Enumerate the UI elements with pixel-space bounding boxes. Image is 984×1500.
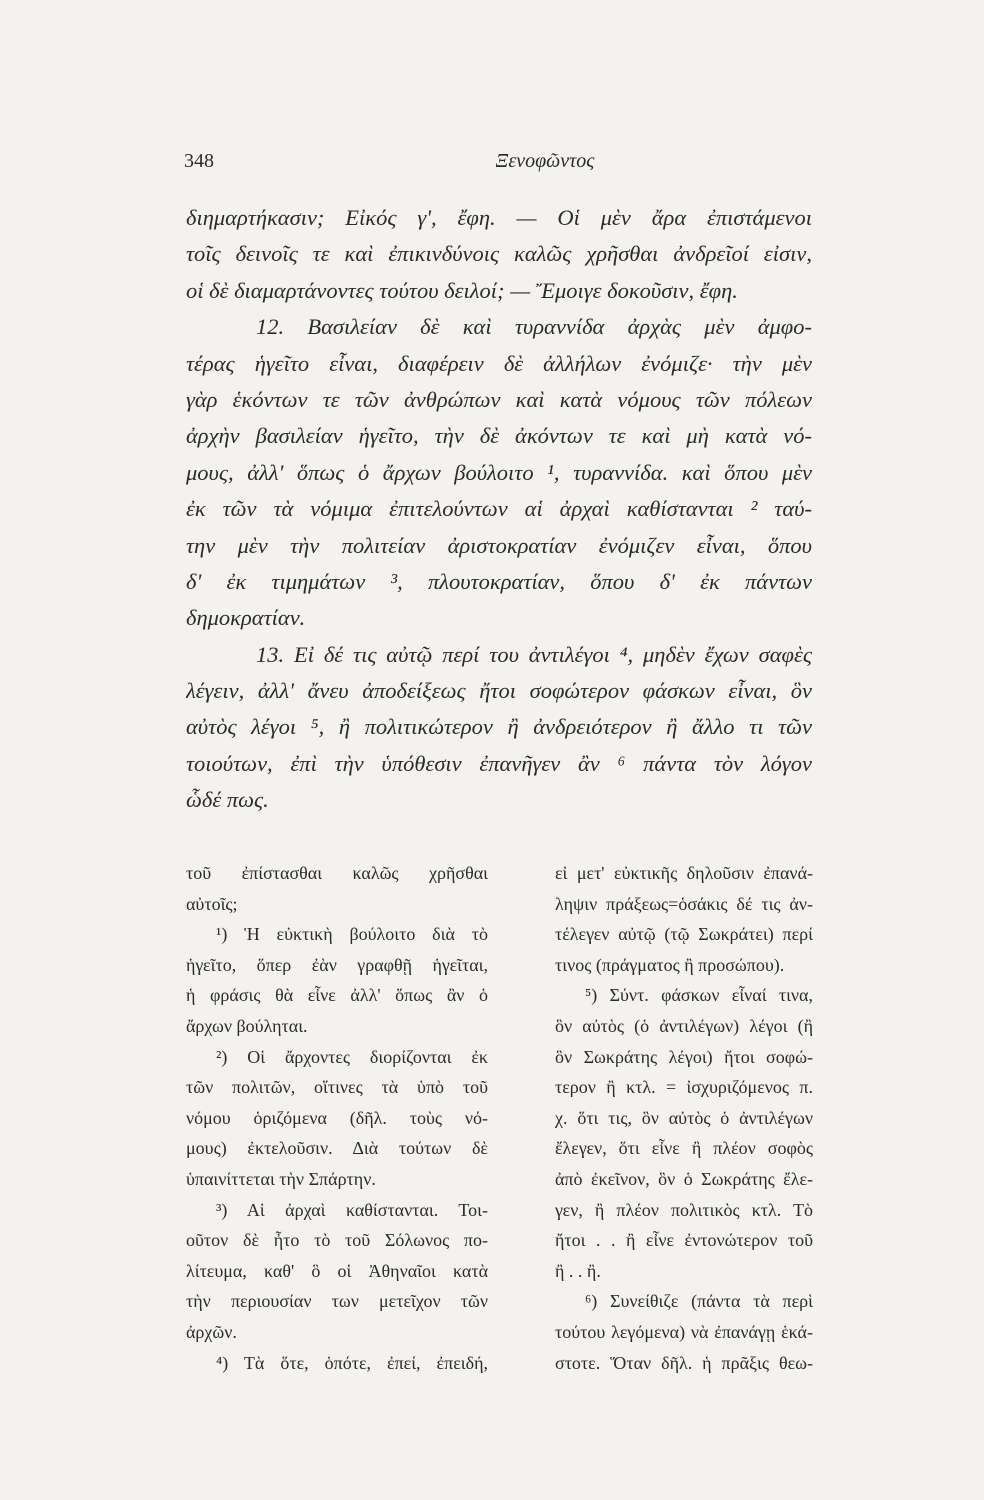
footnote-line: αὐτοῖς; [186,893,238,914]
footnote-line: νόμου ὁριζόμενα (δῆλ. τοὺς νό- [186,1107,488,1128]
main-text-line: λέγειν, ἀλλ' ἄνευ ἀποδείξεως ἤτοι σοφώτερον φάσκων εἶναι, ὃν [186,678,812,704]
main-text-line: δημοκρατίαν. [186,605,306,631]
main-text-line: αὐτὸς λέγοι ⁵, ἢ πολιτικώτερον ἢ ἀνδρειότερον ἢ ἄλλο τι τῶν [186,714,812,740]
footnote-line: ὃν αὐτὸς (ὁ ἀντιλέγων) λέγοι (ἢ [555,1015,813,1036]
footnote-line: ²) Οἱ ἄρχοντες διορίζονται ἐκ [216,1046,488,1067]
running-head: Ξενοφῶντος [495,150,595,172]
main-text [186,200,812,819]
footnote-line: τῶν πολιτῶν, οἵτινες τὰ ὑπὸ τοῦ [186,1077,488,1098]
footnote-line: ³) Αἱ ἀρχαὶ καθίστανται. Τοι- [216,1199,488,1220]
footnote-line: ὃν Σωκράτης λέγοι) ἤτοι σοφώ- [555,1046,813,1067]
footnote-line: ἀπὸ ἐκεῖνον, ὃν ὁ Σωκράτης ἔλε- [555,1168,813,1189]
footnote-line: τούτου λεγόμενα) νὰ ἐπανάγῃ ἑκά- [555,1321,813,1342]
footnote-line: οῦτον δὲ ἦτο τὸ τοῦ Σόλωνος πο- [186,1230,488,1251]
main-text-line: οἱ δὲ διαμαρτάνοντες τούτου δειλοί; — Ἔμοιγε δοκοῦσιν, ἔφη. [186,277,738,303]
footnote-line: χ. ὅτι τις, ὃν αὐτὸς ὁ ἀντιλέγων [555,1107,813,1128]
footnote-line: ἔλεγεν, ὅτι εἶνε ἢ πλέον σοφὸς [555,1138,813,1159]
footnote-line: ἢ . . ἢ. [555,1260,601,1281]
footnote-line: τοῦ ἐπίστασθαι καλῶς χρῆσθαι [186,863,488,883]
main-text-line: ἀρχὴν βασιλείαν ἡγεῖτο, τὴν δὲ ἀκόντων τε καὶ μὴ κατὰ νό- [186,423,812,449]
footnote-line: γεν, ἢ πλέον πολιτικὸς κτλ. Τὸ [555,1199,813,1220]
footnote-line: τινος (πράγματος ἢ προσώπου). [555,954,785,975]
footnote-line: ἄρχων βούληται. [186,1015,308,1036]
footnote-line: ⁵) Σύντ. φάσκων εἶναί τινα, [585,985,813,1006]
main-text-line: μους, ἀλλ' ὅπως ὁ ἄρχων βούλοιτο ¹, τυραννίδα. καὶ ὅπου μὲν [186,459,812,485]
footnotes-right-column [555,858,813,1378]
footnotes-left-column [186,858,488,1378]
footnote-line: ἀρχῶν. [186,1321,237,1342]
main-text-line: γὰρ ἑκόντων τε τῶν ἀνθρώπων καὶ κατὰ νόμους τῶν πόλεων [186,386,812,412]
main-text-line: τοῖς δεινοῖς τε καὶ ἐπικινδύνοις καλῶς χρῆσθαι ἀνδρεῖοί εἰσιν, [186,241,812,267]
main-text-line: την μὲν τὴν πολιτείαν ἀριστοκρατίαν ἐνόμιζεν εἶναι, ὅπου [186,532,812,558]
main-text-line: 12. Βασιλείαν δὲ καὶ τυραννίδα ἀρχὰς μὲν ἀμφο- [256,314,812,340]
footnote-line: ληψιν πράξεως=ὁσάκις δέ τις ἀν- [555,893,813,914]
main-text-line: ἐκ τῶν τὰ νόμιμα ἐπιτελούντων αἱ ἀρχαὶ καθίστανται ² ταύ- [186,496,812,522]
footnote-line: ἤτοι . . ἢ εἶνε ἐντονώτερον τοῦ [555,1230,813,1251]
footnote-line: τερον ἢ κτλ. = ἰσχυριζόμενος π. [555,1077,813,1098]
main-text-line: 13. Εἰ δέ τις αὐτῷ περί του ἀντιλέγοι ⁴, μηδὲν ἔχων σαφὲς [256,641,812,667]
footnote-line: τὴν περιουσίαν των μετεῖχον τῶν [186,1291,488,1312]
footnote-line: στοτε. Ὅταν δῆλ. ἡ πρᾶξις θεω- [555,1352,813,1373]
main-text-line: δ' ἐκ τιμημάτων ³, πλουτοκρατίαν, ὅπου δ' ἐκ πάντων [186,568,812,594]
footnote-line: μους) ἐκτελοῦσιν. Διὰ τούτων δὲ [186,1138,488,1159]
footnote-line: λίτευμα, καθ' ὃ οἱ Ἀθηναῖοι κατὰ [186,1260,488,1281]
footnote-line: ὑπαινίττεται τὴν Σπάρτην. [186,1168,376,1189]
main-text-line: τέρας ἡγεῖτο εἶναι, διαφέρειν δὲ ἀλλήλων ἐνόμιζε· τὴν μὲν [186,350,812,376]
footnote-line: ἡ φράσις θὰ εἶνε ἀλλ' ὅπως ἂν ὁ [186,985,488,1006]
footnote-line: ⁶) Συνείθιζε (πάντα τὰ περὶ [585,1291,813,1312]
footnote-line: ⁴) Τὰ ὅτε, ὁπότε, ἐπεί, ἐπειδή, [216,1352,488,1373]
main-text-line: διημαρτήκασιν; Εἰκός γ', ἔφη. — Οἱ μὲν ἄρα ἐπιστάμενοι [186,205,812,230]
footnote-line: τέλεγεν αὐτῷ (τῷ Σωκράτει) περί [555,924,813,945]
footnote-line: ἡγεῖτο, ὅπερ ἐὰν γραφθῇ ἡγεῖται, [186,954,488,975]
main-text-line: τοιούτων, ἐπὶ τὴν ὑπόθεσιν ἐπανῆγεν ἂν ⁶ πάντα τὸν λόγον [186,750,812,776]
page-number: 348 [184,150,214,172]
footnote-line: ¹) Ἡ εὐκτικὴ βούλοιτο διὰ τὸ [216,924,488,945]
footnote-line: εἰ μετ' εὐκτικῆς δηλοῦσιν ἐπανά- [555,863,813,883]
main-text-line: ὧδέ πως. [186,787,269,813]
